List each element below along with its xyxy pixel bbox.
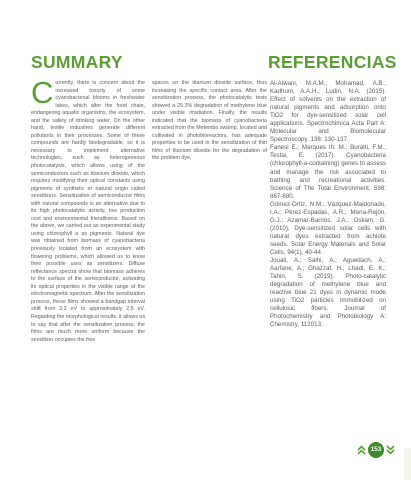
double-chevron-up-icon[interactable] xyxy=(357,444,366,456)
page-navigation xyxy=(357,442,395,458)
summary-heading: SUMMARY xyxy=(31,52,123,72)
summary-text-part-1: urrently, there is concern about the increased toxicity of some cyanobacterial blooms in freshwater lakes, which alter the food chain, endangering aquatic organisms, the ecosystem, and the safety of drinking water. On the other hand, textile industries generate different pollutants in their processes. Some of these compounds are hardly biodegradable, so it is necessary to implement alternative technologies, such as heterogeneous photocatalysis, which allows using of the semiconductors such as titanium dioxide, which requires modifying their optical constants using pigments of synthetic or natural origin called sensitizers. Sensitization of semiconductor films with natural compounds is an alternative due to its high photocatalytic activity, low production cost and environmental friendliness. Based on the above, we carried out an experimental study using chlorophyll a as pigments. Natural dye was obtained from biomass of cyanobacteria previously isolated from an ecosystem with flowering problems, which allowed us to know their possible uses as sensitizers. Diffuse reflectance spectra show that biomass adheres to the surface of the semiconductor, activating its optical properties in the visible range of the electromagnetic spectrum. After the sensitization process, these films showed a bandgap interval shift from 3.2 eV to approximately 2.5 eV. Regarding the morphological results, it allows us to say that after the sensitization process, the films are much more uniform because the sensitizer occupies the free xyxy=(31,80,145,343)
references-list xyxy=(270,80,386,329)
reference-item: Fanesi E.; Marques Ih. M.; Buratti, F.M.; Testai, E. (2017). Cyanobacteria (chlorophyll-a-containing) genes to assess and manage the risk associated to bathing and recreational activities. Science of The Total Environment, 598: 867-880. xyxy=(270,144,386,200)
reference-item: Jouali, A.; Salhi, A.; Aguedach, A.; Aarfane, A.; Ghazzaf, H.; Lhadi, E. K.; Tahiri, S. (2019). Photo-catalytic degradation of methylene blue and reactive blue 21 dyes in dynamic mode using TiO2 particles immobilized on cellulosic fibers. Journal of Photochemistry and Photobiology A: Chemistry, 112013. xyxy=(270,257,386,329)
summary-column-2 xyxy=(152,80,267,163)
page-number-badge: 153 xyxy=(368,442,384,458)
drop-cap: C xyxy=(31,75,54,110)
referencias-heading: REFERENCIAS xyxy=(268,52,397,72)
reference-item: Gómez-Ortiz, N.M.; Vázquez-Maldonado, I.A.; Pérez-Espadas, A.R.; Mena-Rejón, G.J.; Azamar-Barrios, J.A.; Oskam, G. (2010). Dye-sensitized solar cells with natural dyes extracted from achiote seeds. Solar Energy Materials and Solar Cells, 94(1), 40-44. xyxy=(270,200,386,256)
reference-item: Al-Alwani, M.A.M.; Mohamad, A.B.; Kadhum, A.A.H.; Ludin, N.A. (2015). Effect of solvents on the extraction of natural pigments and adsorption onto TiO2 for dye-sensitized solar cell applications. Spectrochimica Acta Part A: Molecular and Biomolecular Spectroscopy, 138: 130-137. xyxy=(270,80,386,144)
double-chevron-down-icon[interactable] xyxy=(386,444,395,456)
page-edge-tab xyxy=(404,448,411,480)
summary-column-1 xyxy=(31,75,145,344)
summary-text-part-2: spaces on the titanium dioxide surface, thus increasing the specific contact area. After the sensitization process, the photocatalytic tests showed a 25.3% degradation of methylene blue under visible irradiation. Finally, the results indicated that the biomass of cyanobacteria extracted from the Metembo swamp, located and cultivated in photobioreactors, has adequate properties to be used in the sensitization of thin films of titanium dioxide for the degradation of the problem dye. xyxy=(152,80,267,162)
